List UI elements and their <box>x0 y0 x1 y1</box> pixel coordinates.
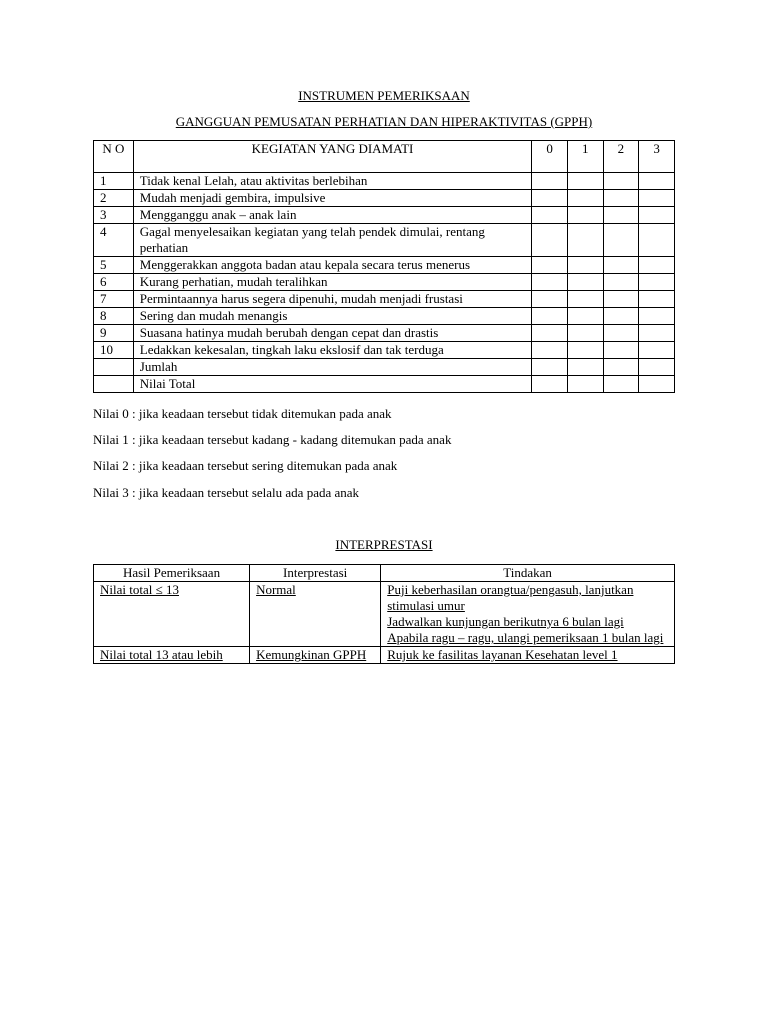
score-cell-0[interactable] <box>532 190 568 207</box>
score-cell-1[interactable] <box>567 291 603 308</box>
header-interpretation: Interprestasi <box>250 565 381 582</box>
table-row <box>94 308 675 325</box>
document-title: INSTRUMEN PEMERIKSAAN <box>298 88 470 103</box>
table-row <box>94 376 675 393</box>
row-number: 2 <box>94 190 134 207</box>
row-number: 1 <box>94 173 134 190</box>
action-text: Puji keberhasilan orangtua/pengasuh, lanjutkan stimulasi umur <box>387 582 634 613</box>
nilai-note-2: Nilai 2 : jika keadaan tersebut sering ditemukan pada anak <box>93 458 398 473</box>
row-activity: Suasana hatinya mudah berubah dengan cepat dan drastis <box>133 325 531 342</box>
score-cell-3[interactable] <box>639 207 675 224</box>
score-cell-3[interactable] <box>639 325 675 342</box>
row-number <box>94 359 134 376</box>
score-cell-0[interactable] <box>532 207 568 224</box>
score-cell-3[interactable] <box>639 308 675 325</box>
table-row <box>94 274 675 291</box>
document-subtitle: GANGGUAN PEMUSATAN PERHATIAN DAN HIPERAKTIVITAS (GPPH) <box>175 114 593 129</box>
header-score-0: 0 <box>532 141 568 173</box>
score-cell-1[interactable] <box>567 308 603 325</box>
table-row <box>94 190 675 207</box>
score-cell-0[interactable] <box>532 257 568 274</box>
score-cell-2[interactable] <box>603 376 639 393</box>
row-activity: Tidak kenal Lelah, atau aktivitas berlebihan <box>133 173 531 190</box>
row-number: 9 <box>94 325 134 342</box>
score-cell-0[interactable] <box>532 308 568 325</box>
row-activity: Mudah menjadi gembira, impulsive <box>133 190 531 207</box>
action-text: Apabila ragu – ragu, ulangi pemeriksaan 1 bulan lagi <box>387 630 664 645</box>
table-row <box>94 582 675 647</box>
row-activity: Mengganggu anak – anak lain <box>133 207 531 224</box>
nilai-note-3: Nilai 3 : jika keadaan tersebut selalu ada pada anak <box>93 485 360 500</box>
interpretation-cell <box>250 647 381 664</box>
action-text: Jadwalkan kunjungan berikutnya 6 bulan lagi <box>387 614 624 629</box>
score-cell-0[interactable] <box>532 224 568 257</box>
score-cell-1[interactable] <box>567 342 603 359</box>
score-cell-2[interactable] <box>603 190 639 207</box>
score-cell-1[interactable] <box>567 190 603 207</box>
row-number: 3 <box>94 207 134 224</box>
row-activity: Nilai Total <box>133 376 531 393</box>
row-number: 10 <box>94 342 134 359</box>
action-text: Rujuk ke fasilitas layanan Kesehatan level 1 <box>387 647 618 662</box>
observation-table <box>93 140 675 393</box>
score-cell-0[interactable] <box>532 291 568 308</box>
score-cell-0[interactable] <box>532 173 568 190</box>
table-row <box>94 325 675 342</box>
action-cell <box>381 582 675 647</box>
nilai-note-1: Nilai 1 : jika keadaan tersebut kadang - kadang ditemukan pada anak <box>93 432 452 447</box>
table-row <box>94 647 675 664</box>
score-cell-2[interactable] <box>603 257 639 274</box>
score-cell-2[interactable] <box>603 173 639 190</box>
score-cell-1[interactable] <box>567 207 603 224</box>
result-text: Nilai total ≤ 13 <box>100 582 179 597</box>
score-cell-3[interactable] <box>639 173 675 190</box>
action-cell <box>381 647 675 664</box>
table-row <box>94 173 675 190</box>
score-cell-0[interactable] <box>532 376 568 393</box>
score-cell-3[interactable] <box>639 376 675 393</box>
result-cell <box>94 647 250 664</box>
score-cell-3[interactable] <box>639 274 675 291</box>
interpretation-title: INTERPRESTASI <box>335 537 433 552</box>
header-no: N O <box>94 141 134 173</box>
header-score-2: 2 <box>603 141 639 173</box>
score-cell-3[interactable] <box>639 342 675 359</box>
header-score-3: 3 <box>639 141 675 173</box>
score-cell-1[interactable] <box>567 376 603 393</box>
interpretation-text: Kemungkinan GPPH <box>256 647 367 662</box>
header-result: Hasil Pemeriksaan <box>94 565 250 582</box>
score-cell-3[interactable] <box>639 257 675 274</box>
header-score-1: 1 <box>567 141 603 173</box>
score-cell-1[interactable] <box>567 257 603 274</box>
nilai-note-0: Nilai 0 : jika keadaan tersebut tidak ditemukan pada anak <box>93 406 392 421</box>
score-cell-3[interactable] <box>639 291 675 308</box>
score-cell-2[interactable] <box>603 342 639 359</box>
score-cell-1[interactable] <box>567 274 603 291</box>
score-cell-2[interactable] <box>603 207 639 224</box>
row-number: 7 <box>94 291 134 308</box>
score-cell-2[interactable] <box>603 325 639 342</box>
score-cell-3[interactable] <box>639 224 675 257</box>
score-cell-2[interactable] <box>603 224 639 257</box>
score-cell-1[interactable] <box>567 325 603 342</box>
row-number <box>94 376 134 393</box>
result-cell <box>94 582 250 647</box>
score-cell-0[interactable] <box>532 325 568 342</box>
row-activity: Ledakkan kekesalan, tingkah laku ekslosif dan tak terduga <box>133 342 531 359</box>
row-number: 4 <box>94 224 134 257</box>
score-cell-2[interactable] <box>603 359 639 376</box>
table-row <box>94 207 675 224</box>
row-number: 8 <box>94 308 134 325</box>
header-action: Tindakan <box>381 565 675 582</box>
score-cell-3[interactable] <box>639 359 675 376</box>
score-cell-0[interactable] <box>532 274 568 291</box>
row-number: 6 <box>94 274 134 291</box>
result-text: Nilai total 13 atau lebih <box>100 647 223 662</box>
row-activity: Kurang perhatian, mudah teralihkan <box>133 274 531 291</box>
row-activity: Jumlah <box>133 359 531 376</box>
row-number: 5 <box>94 257 134 274</box>
score-cell-2[interactable] <box>603 274 639 291</box>
table-row <box>94 224 675 257</box>
interpretation-cell <box>250 582 381 647</box>
score-cell-2[interactable] <box>603 308 639 325</box>
score-cell-0[interactable] <box>532 359 568 376</box>
row-activity: Permintaannya harus segera dipenuhi, mudah menjadi frustasi <box>133 291 531 308</box>
row-activity: Sering dan mudah menangis <box>133 308 531 325</box>
interpretation-table <box>93 564 675 664</box>
table-row <box>94 291 675 308</box>
score-cell-0[interactable] <box>532 342 568 359</box>
score-cell-3[interactable] <box>639 190 675 207</box>
header-activity: KEGIATAN YANG DIAMATI <box>133 141 531 173</box>
row-activity: Gagal menyelesaikan kegiatan yang telah pendek dimulai, rentang perhatian <box>133 224 531 257</box>
table-row <box>94 342 675 359</box>
score-cell-1[interactable] <box>567 359 603 376</box>
interpretation-text: Normal <box>256 582 296 597</box>
score-cell-2[interactable] <box>603 291 639 308</box>
row-activity: Menggerakkan anggota badan atau kepala secara terus menerus <box>133 257 531 274</box>
score-cell-1[interactable] <box>567 224 603 257</box>
score-cell-1[interactable] <box>567 173 603 190</box>
table-row <box>94 359 675 376</box>
table-row <box>94 257 675 274</box>
